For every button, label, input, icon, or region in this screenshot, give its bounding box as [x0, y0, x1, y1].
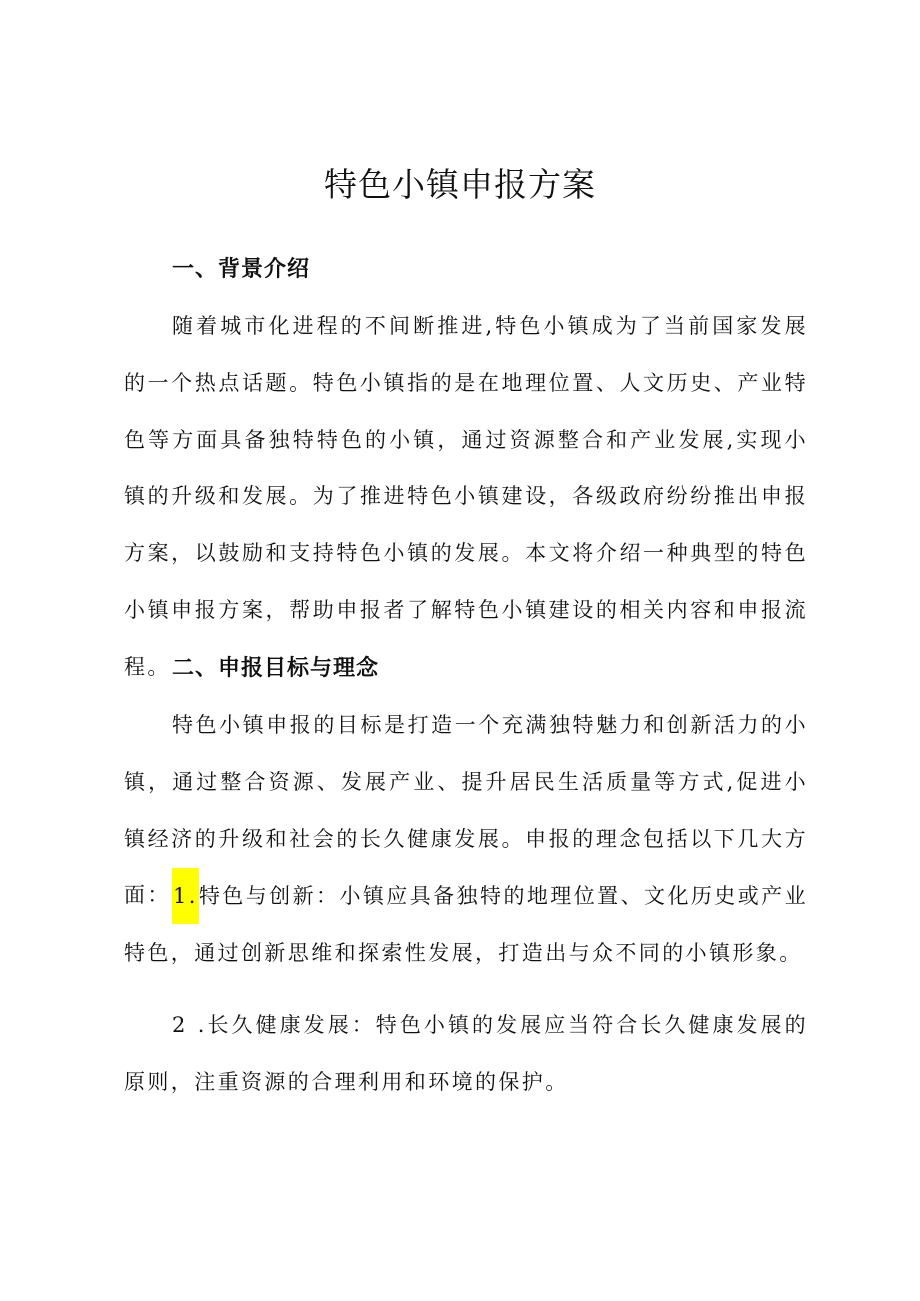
highlighted-list-marker: 1. — [172, 868, 199, 924]
list-item-text: .长久健康发展：特色小镇的发展应当符合长久健康发展的原则，注重资源的合理利用和环境的保护。 — [124, 1013, 808, 1094]
list-item-feature-innovation — [124, 868, 808, 982]
list-item-text: 特色与创新：小镇应具备独特的地理位置、文化历史或产业特色，通过创新思维和探索性发展，打造出与众不同的小镇形象。 — [124, 884, 808, 965]
document-title: 特色小镇申报方案 — [324, 165, 596, 204]
section-heading-background: 一、背景介绍 — [172, 257, 311, 282]
background-paragraph: 随着城市化进程的不间断推进,特色小镇成为了当前国家发展的一个热点话题。特色小镇指的是在地理位置、人文历史、产业特色等方面具备独特特色的小镇，通过资源整合和产业发展,实现小镇的升级和发展。为了推进特色小镇建设，各级政府纷纷推出申报方案，以鼓励和支持特色小镇的发展。本文将介绍一种典型的特色小镇申报方案，帮助申报者了解特色小镇建设的相关内容和申报流程。 — [124, 314, 808, 679]
goals-paragraph: 特色小镇申报的目标是打造一个充满独特魅力和创新活力的小镇，通过整合资源、发展产业、提升居民生活质量等方式,促进小镇经济的升级和社会的长久健康发展。申报的理念包括以下几大方面： — [124, 713, 808, 908]
section-heading-goals: 二、申报目标与理念 — [172, 656, 380, 681]
list-item-sustainable-development — [124, 997, 808, 1111]
list-item-marker: 2 — [172, 1013, 188, 1037]
